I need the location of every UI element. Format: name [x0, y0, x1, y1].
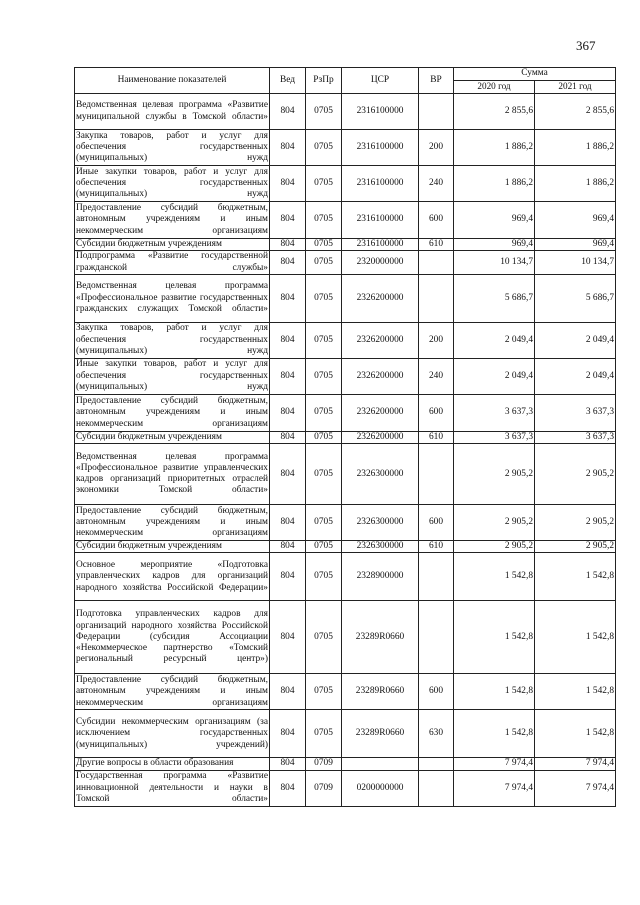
row-rzpr: 0705 — [306, 94, 342, 130]
row-csr: 23289R0660 — [342, 674, 419, 710]
row-csr: 2326200000 — [342, 431, 419, 443]
header-sum: Сумма — [454, 68, 616, 81]
row-name: Ведомственная целевая программа «Профессиональное развитие государственных гражданских служащих Томской области» — [75, 274, 270, 322]
row-name: Субсидии бюджетным учреждениям — [75, 431, 270, 443]
row-sum-2020: 3 637,3 — [454, 394, 535, 431]
table-row — [75, 505, 616, 541]
row-sum-2021: 3 637,3 — [535, 394, 616, 431]
row-ved: 804 — [270, 758, 306, 770]
header-vr: ВР — [419, 68, 454, 94]
row-vr — [419, 601, 454, 674]
row-rzpr: 0705 — [306, 553, 342, 601]
row-sum-2020: 10 134,7 — [454, 251, 535, 275]
table-row — [75, 394, 616, 431]
header-rzpr: РзПр — [306, 68, 342, 94]
budget-table-body — [75, 94, 616, 807]
row-sum-2021: 969,4 — [535, 239, 616, 251]
row-sum-2021: 3 637,3 — [535, 431, 616, 443]
row-sum-2020: 5 686,7 — [454, 274, 535, 322]
table-row — [75, 553, 616, 601]
row-ved: 804 — [270, 251, 306, 275]
row-name: Другие вопросы в области образования — [75, 758, 270, 770]
row-name: Предоставление субсидий бюджетным, автономным учреждениям и иным некоммерческим организациям — [75, 202, 270, 239]
row-sum-2020: 7 974,4 — [454, 770, 535, 806]
row-vr: 610 — [419, 431, 454, 443]
row-vr: 600 — [419, 394, 454, 431]
row-vr — [419, 274, 454, 322]
row-sum-2021: 1 542,8 — [535, 710, 616, 758]
row-vr: 610 — [419, 541, 454, 553]
row-sum-2021: 10 134,7 — [535, 251, 616, 275]
row-csr: 2326200000 — [342, 358, 419, 394]
row-sum-2020: 1 542,8 — [454, 710, 535, 758]
row-csr: 2316100000 — [342, 239, 419, 251]
header-csr: ЦСР — [342, 68, 419, 94]
row-rzpr: 0705 — [306, 202, 342, 239]
row-sum-2021: 2 905,2 — [535, 505, 616, 541]
row-sum-2021: 1 886,2 — [535, 166, 616, 202]
row-csr: 2316100000 — [342, 130, 419, 166]
table-row — [75, 239, 616, 251]
row-ved: 804 — [270, 130, 306, 166]
row-sum-2021: 7 974,4 — [535, 758, 616, 770]
row-vr: 600 — [419, 202, 454, 239]
row-vr — [419, 94, 454, 130]
row-csr: 2316100000 — [342, 94, 419, 130]
row-sum-2021: 2 855,6 — [535, 94, 616, 130]
header-ved: Вед — [270, 68, 306, 94]
row-ved: 804 — [270, 601, 306, 674]
table-row — [75, 274, 616, 322]
table-row — [75, 674, 616, 710]
row-sum-2020: 1 542,8 — [454, 553, 535, 601]
row-name: Закупка товаров, работ и услуг для обеспечения государственных (муниципальных) нужд — [75, 130, 270, 166]
row-csr: 2326200000 — [342, 394, 419, 431]
table-row — [75, 601, 616, 674]
row-name: Ведомственная целевая программа «Развитие муниципальной службы в Томской области» — [75, 94, 270, 130]
table-row — [75, 710, 616, 758]
table-row — [75, 358, 616, 394]
budget-table — [74, 67, 616, 807]
row-sum-2020: 2 049,4 — [454, 322, 535, 358]
row-name: Предоставление субсидий бюджетным, автономным учреждениям и иным некоммерческим организациям — [75, 674, 270, 710]
table-row — [75, 251, 616, 275]
row-sum-2020: 2 905,2 — [454, 505, 535, 541]
row-ved: 804 — [270, 166, 306, 202]
row-sum-2021: 2 905,2 — [535, 444, 616, 505]
row-rzpr: 0705 — [306, 322, 342, 358]
row-ved: 804 — [270, 94, 306, 130]
row-sum-2020: 1 542,8 — [454, 674, 535, 710]
row-name: Основное мероприятие «Подготовка управленческих кадров для организаций народного хозяйства Российской Федерации» — [75, 553, 270, 601]
row-rzpr: 0705 — [306, 505, 342, 541]
row-sum-2021: 2 905,2 — [535, 541, 616, 553]
row-sum-2020: 969,4 — [454, 239, 535, 251]
row-sum-2020: 1 886,2 — [454, 166, 535, 202]
row-name: Ведомственная целевая программа «Профессиональное развитие управленческих кадров организаций приоритетных отраслей экономики Томской области» — [75, 444, 270, 505]
row-ved: 804 — [270, 674, 306, 710]
row-csr: 2320000000 — [342, 251, 419, 275]
row-sum-2020: 3 637,3 — [454, 431, 535, 443]
row-name: Субсидии бюджетным учреждениям — [75, 541, 270, 553]
row-csr: 2316100000 — [342, 202, 419, 239]
table-row — [75, 758, 616, 770]
row-vr: 240 — [419, 358, 454, 394]
row-csr: 2326300000 — [342, 541, 419, 553]
table-row — [75, 130, 616, 166]
row-ved: 804 — [270, 770, 306, 806]
row-csr — [342, 758, 419, 770]
table-row — [75, 322, 616, 358]
row-name: Подпрограмма «Развитие государственной гражданской службы» — [76, 251, 268, 273]
table-row — [75, 94, 616, 130]
row-ved: 804 — [270, 202, 306, 239]
row-rzpr: 0705 — [306, 130, 342, 166]
row-rzpr: 0709 — [306, 758, 342, 770]
row-rzpr: 0705 — [306, 394, 342, 431]
row-ved: 804 — [270, 710, 306, 758]
row-sum-2020: 7 974,4 — [454, 758, 535, 770]
row-name: Предоставление субсидий бюджетным, автономным учреждениям и иным некоммерческим организациям — [75, 394, 270, 431]
row-vr: 610 — [419, 239, 454, 251]
row-rzpr: 0709 — [306, 770, 342, 806]
row-sum-2021: 1 542,8 — [535, 674, 616, 710]
row-vr — [419, 553, 454, 601]
row-ved: 804 — [270, 322, 306, 358]
row-name: Иные закупки товаров, работ и услуг для обеспечения государственных (муниципальных) нужд — [75, 166, 270, 202]
row-vr: 240 — [419, 166, 454, 202]
row-vr: 600 — [419, 674, 454, 710]
row-vr — [419, 758, 454, 770]
row-vr — [419, 770, 454, 806]
row-ved: 804 — [270, 274, 306, 322]
row-vr: 200 — [419, 130, 454, 166]
row-csr: 2326300000 — [342, 505, 419, 541]
row-sum-2020: 2 855,6 — [454, 94, 535, 130]
row-vr: 630 — [419, 710, 454, 758]
table-row — [75, 444, 616, 505]
row-sum-2020: 2 049,4 — [454, 358, 535, 394]
row-sum-2020: 2 905,2 — [454, 541, 535, 553]
row-rzpr: 0705 — [306, 274, 342, 322]
page-number: 367 — [576, 38, 596, 53]
row-vr — [419, 444, 454, 505]
row-name: Закупка товаров, работ и услуг для обеспечения государственных (муниципальных) нужд — [75, 322, 270, 358]
row-sum-2021: 2 049,4 — [535, 358, 616, 394]
row-sum-2020: 1 886,2 — [454, 130, 535, 166]
row-name: Иные закупки товаров, работ и услуг для обеспечения государственных (муниципальных) нужд — [75, 358, 270, 394]
row-rzpr: 0705 — [306, 444, 342, 505]
row-ved: 804 — [270, 358, 306, 394]
row-sum-2021: 1 542,8 — [535, 601, 616, 674]
row-rzpr: 0705 — [306, 674, 342, 710]
header-year-2021: 2021 год — [535, 81, 616, 94]
row-ved: 804 — [270, 541, 306, 553]
row-ved: 804 — [270, 239, 306, 251]
row-sum-2021: 2 049,4 — [535, 322, 616, 358]
table-row — [75, 770, 616, 806]
row-name: Предоставление субсидий бюджетным, автономным учреждениям и иным некоммерческим организациям — [75, 505, 270, 541]
row-vr: 200 — [419, 322, 454, 358]
row-csr: 2326200000 — [342, 322, 419, 358]
table-row — [75, 541, 616, 553]
row-name: Субсидии бюджетным учреждениям — [75, 239, 270, 251]
row-ved: 804 — [270, 505, 306, 541]
row-csr: 2328900000 — [342, 553, 419, 601]
row-name: Подготовка управленческих кадров для организаций народного хозяйства Российской Федерации (субсидия Ассоциации «Некоммерческое партнерство «Томский региональный ресурсный центр») — [75, 601, 270, 674]
row-csr: 23289R0660 — [342, 710, 419, 758]
row-rzpr: 0705 — [306, 239, 342, 251]
row-csr: 2316100000 — [342, 166, 419, 202]
row-csr: 23289R0660 — [342, 601, 419, 674]
row-csr: 2326300000 — [342, 444, 419, 505]
row-vr — [419, 251, 454, 275]
row-sum-2021: 969,4 — [535, 202, 616, 239]
row-sum-2020: 1 542,8 — [454, 601, 535, 674]
row-rzpr: 0705 — [306, 541, 342, 553]
row-csr: 2326200000 — [342, 274, 419, 322]
header-year-2020: 2020 год — [454, 81, 535, 94]
row-rzpr: 0705 — [306, 166, 342, 202]
row-sum-2020: 2 905,2 — [454, 444, 535, 505]
row-sum-2021: 7 974,4 — [535, 770, 616, 806]
row-sum-2021: 5 686,7 — [535, 274, 616, 322]
table-row — [75, 166, 616, 202]
row-rzpr: 0705 — [306, 358, 342, 394]
row-vr: 600 — [419, 505, 454, 541]
row-sum-2021: 1 886,2 — [535, 130, 616, 166]
row-name: Субсидии некоммерческим организациям (за исключением государственных (муниципальных) учреждений) — [75, 710, 270, 758]
row-csr: 0200000000 — [342, 770, 419, 806]
row-ved: 804 — [270, 394, 306, 431]
row-rzpr: 0705 — [306, 710, 342, 758]
row-rzpr: 0705 — [306, 431, 342, 443]
row-sum-2021: 1 542,8 — [535, 553, 616, 601]
row-ved: 804 — [270, 553, 306, 601]
row-rzpr: 0705 — [306, 601, 342, 674]
header-name: Наименование показателей — [75, 68, 270, 94]
table-row — [75, 431, 616, 443]
row-rzpr: 0705 — [306, 251, 342, 275]
row-name: Государственная программа «Развитие инновационной деятельности и науки в Томской области» — [75, 770, 270, 806]
row-ved: 804 — [270, 431, 306, 443]
row-ved: 804 — [270, 444, 306, 505]
row-sum-2020: 969,4 — [454, 202, 535, 239]
table-row — [75, 202, 616, 239]
